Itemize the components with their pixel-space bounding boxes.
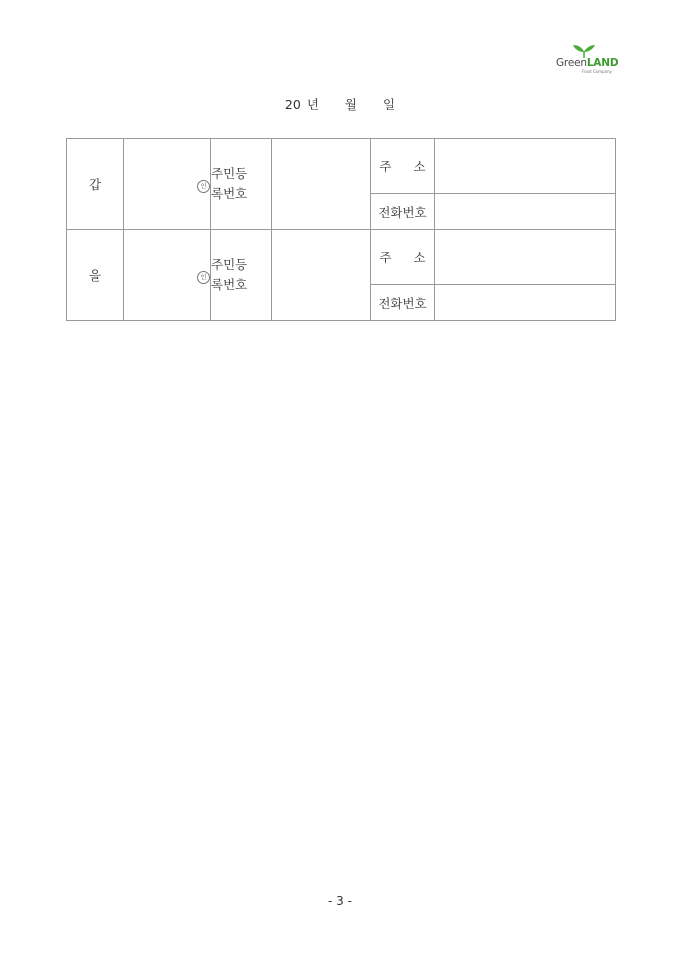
address-label [371, 230, 435, 285]
id-number-label [211, 230, 272, 321]
id-number-label [211, 139, 272, 230]
sprout-icon [572, 44, 596, 58]
id-number-value-cell[interactable] [272, 139, 371, 230]
signature-cell[interactable] [124, 230, 211, 321]
address-label [371, 139, 435, 194]
address-value-cell[interactable] [435, 230, 616, 285]
phone-label: 전화번호 [371, 285, 435, 321]
signature-table [66, 138, 616, 321]
id-label-line2: 록번호 [211, 186, 248, 201]
seal-mark: 인 [197, 180, 210, 193]
logo-green-text: Green [556, 57, 587, 69]
date-year-label: 년 [306, 97, 319, 112]
table-row [67, 230, 616, 285]
date-day-label: 일 [382, 97, 396, 112]
phone-value-cell[interactable] [435, 285, 616, 321]
address-label-a: 주 [379, 250, 392, 265]
party-name-cell: 갑 [67, 139, 124, 230]
address-label-a: 주 [379, 159, 392, 174]
date-year-prefix: 20 [284, 97, 301, 112]
phone-value-cell[interactable] [435, 194, 616, 230]
phone-label: 전화번호 [371, 194, 435, 230]
seal-mark: 인 [197, 271, 210, 284]
contract-date-line [0, 95, 680, 113]
id-number-value-cell[interactable] [272, 230, 371, 321]
id-label-line2: 록번호 [211, 277, 248, 292]
id-label-line1: 주민등 [211, 257, 248, 272]
party-name-cell: 을 [67, 230, 124, 321]
signature-cell[interactable] [124, 139, 211, 230]
logo-wordmark [556, 57, 618, 69]
company-logo [554, 44, 619, 76]
table-row [67, 139, 616, 194]
address-label-b: 소 [413, 250, 426, 265]
address-label-b: 소 [413, 159, 426, 174]
id-label-line1: 주민등 [211, 166, 248, 181]
address-value-cell[interactable] [435, 139, 616, 194]
logo-subtitle: Food Company [582, 69, 612, 74]
date-month-label: 월 [344, 97, 357, 112]
page-number: - 3 - [328, 894, 352, 908]
logo-land-text: LAND [586, 57, 619, 69]
